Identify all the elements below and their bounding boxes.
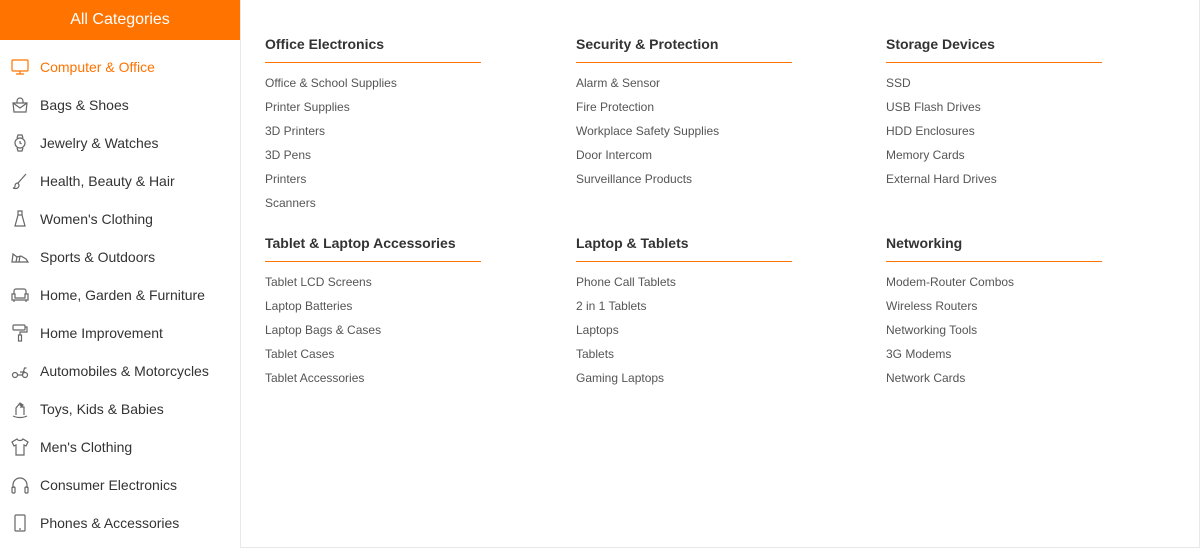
category-item-label: Home, Garden & Furniture bbox=[40, 287, 205, 303]
group-title[interactable]: Laptop & Tablets bbox=[576, 235, 792, 262]
subcategory-group-networking bbox=[886, 235, 1102, 390]
subcategory-link[interactable]: 2 in 1 Tablets bbox=[576, 299, 647, 313]
subcategory-group-tablet-and-laptop-accessories bbox=[265, 235, 481, 390]
subcategory-link[interactable]: Fire Protection bbox=[576, 100, 655, 114]
subcategory-link[interactable]: Tablet Cases bbox=[265, 347, 335, 361]
category-item-bags-and-shoes[interactable] bbox=[0, 86, 240, 124]
paint-roller-icon bbox=[10, 323, 30, 343]
category-item-phones-and-accessories[interactable] bbox=[0, 504, 240, 542]
category-item-home-garden-and-furniture[interactable] bbox=[0, 276, 240, 314]
shirt-icon bbox=[10, 437, 30, 457]
subcategory-link[interactable]: SSD bbox=[886, 76, 911, 90]
monitor-icon bbox=[10, 57, 30, 77]
group-link-list bbox=[265, 262, 481, 390]
subcategory-group-security-and-protection bbox=[576, 36, 792, 191]
category-item-toys-kids-and-babies[interactable] bbox=[0, 390, 240, 428]
subcategory-link[interactable]: 3D Pens bbox=[265, 148, 312, 162]
category-item-label: Phones & Accessories bbox=[40, 515, 180, 531]
subcategory-link[interactable]: Wireless Routers bbox=[886, 299, 978, 313]
category-item-label: Jewelry & Watches bbox=[40, 135, 159, 151]
subcategory-link[interactable]: Printer Supplies bbox=[265, 100, 350, 114]
category-item-computer-and-office[interactable] bbox=[0, 48, 240, 86]
subcategory-link[interactable]: 3G Modems bbox=[886, 347, 952, 361]
watch-icon bbox=[10, 133, 30, 153]
subcategory-link[interactable]: USB Flash Drives bbox=[886, 100, 981, 114]
category-item-health-beauty-and-hair[interactable] bbox=[0, 162, 240, 200]
subcategory-link[interactable]: Alarm & Sensor bbox=[576, 76, 661, 90]
category-item-jewelry-and-watches[interactable] bbox=[0, 124, 240, 162]
category-list bbox=[0, 40, 240, 542]
category-item-label: Home Improvement bbox=[40, 325, 163, 341]
group-title[interactable]: Networking bbox=[886, 235, 1102, 262]
subcategory-link[interactable]: Modem-Router Combos bbox=[886, 275, 1015, 289]
subcategory-link[interactable]: Network Cards bbox=[886, 371, 966, 385]
category-item-label: Bags & Shoes bbox=[40, 97, 129, 113]
subcategory-link[interactable]: Tablet LCD Screens bbox=[265, 275, 372, 289]
subcategory-panel bbox=[241, 0, 1200, 548]
brush-icon bbox=[10, 171, 30, 191]
group-link-list bbox=[886, 63, 1102, 191]
subcategory-link[interactable]: External Hard Drives bbox=[886, 172, 997, 186]
subcategory-link[interactable]: Laptop Batteries bbox=[265, 299, 353, 313]
subcategory-link[interactable]: Tablet Accessories bbox=[265, 371, 365, 385]
subcategory-link[interactable]: Gaming Laptops bbox=[576, 371, 665, 385]
category-item-label: Automobiles & Motorcycles bbox=[40, 363, 209, 379]
group-link-list bbox=[886, 262, 1102, 390]
category-item-home-improvement[interactable] bbox=[0, 314, 240, 352]
subcategory-link[interactable]: Laptops bbox=[576, 323, 619, 337]
group-title[interactable]: Storage Devices bbox=[886, 36, 1102, 63]
group-link-list bbox=[576, 262, 792, 390]
subcategory-link[interactable]: Tablets bbox=[576, 347, 615, 361]
category-item-label: Men's Clothing bbox=[40, 439, 133, 455]
all-categories-header[interactable]: All Categories bbox=[0, 0, 240, 40]
rocking-horse-icon bbox=[10, 399, 30, 419]
subcategory-group-laptop-and-tablets bbox=[576, 235, 792, 390]
scooter-icon bbox=[10, 361, 30, 381]
subcategory-link[interactable]: Networking Tools bbox=[886, 323, 978, 337]
category-item-label: Consumer Electronics bbox=[40, 477, 177, 493]
dress-icon bbox=[10, 209, 30, 229]
sofa-icon bbox=[10, 285, 30, 305]
category-item-automobiles-and-motorcycles[interactable] bbox=[0, 352, 240, 390]
group-link-list bbox=[576, 63, 792, 191]
group-title[interactable]: Tablet & Laptop Accessories bbox=[265, 235, 481, 262]
subcategory-link[interactable]: Surveillance Products bbox=[576, 172, 693, 186]
category-item-consumer-electronics[interactable] bbox=[0, 466, 240, 504]
sneaker-icon bbox=[10, 247, 30, 267]
subcategory-link[interactable]: HDD Enclosures bbox=[886, 124, 975, 138]
subcategory-group-office-electronics bbox=[265, 36, 481, 215]
subcategory-link[interactable]: Workplace Safety Supplies bbox=[576, 124, 720, 138]
category-item-label: Health, Beauty & Hair bbox=[40, 173, 175, 189]
category-item-women-s-clothing[interactable] bbox=[0, 200, 240, 238]
group-title[interactable]: Security & Protection bbox=[576, 36, 792, 63]
subcategory-link[interactable]: Door Intercom bbox=[576, 148, 653, 162]
subcategory-link[interactable]: 3D Printers bbox=[265, 124, 326, 138]
headphones-icon bbox=[10, 475, 30, 495]
category-sidebar bbox=[0, 0, 241, 548]
subcategory-link[interactable]: Memory Cards bbox=[886, 148, 965, 162]
group-title[interactable]: Office Electronics bbox=[265, 36, 481, 63]
category-item-label: Sports & Outdoors bbox=[40, 249, 156, 265]
subcategory-link[interactable]: Phone Call Tablets bbox=[576, 275, 676, 289]
group-link-list bbox=[265, 63, 481, 215]
subcategory-link[interactable]: Scanners bbox=[265, 196, 316, 210]
subcategory-link[interactable]: Office & School Supplies bbox=[265, 76, 397, 90]
bag-icon bbox=[10, 95, 30, 115]
category-item-sports-and-outdoors[interactable] bbox=[0, 238, 240, 276]
subcategory-group-storage-devices bbox=[886, 36, 1102, 191]
category-item-label: Computer & Office bbox=[40, 59, 155, 75]
category-item-label: Women's Clothing bbox=[40, 211, 153, 227]
subcategory-link[interactable]: Laptop Bags & Cases bbox=[265, 323, 382, 337]
subcategory-link[interactable]: Printers bbox=[265, 172, 307, 186]
category-item-label: Toys, Kids & Babies bbox=[40, 401, 164, 417]
phone-icon bbox=[10, 513, 30, 533]
category-item-men-s-clothing[interactable] bbox=[0, 428, 240, 466]
